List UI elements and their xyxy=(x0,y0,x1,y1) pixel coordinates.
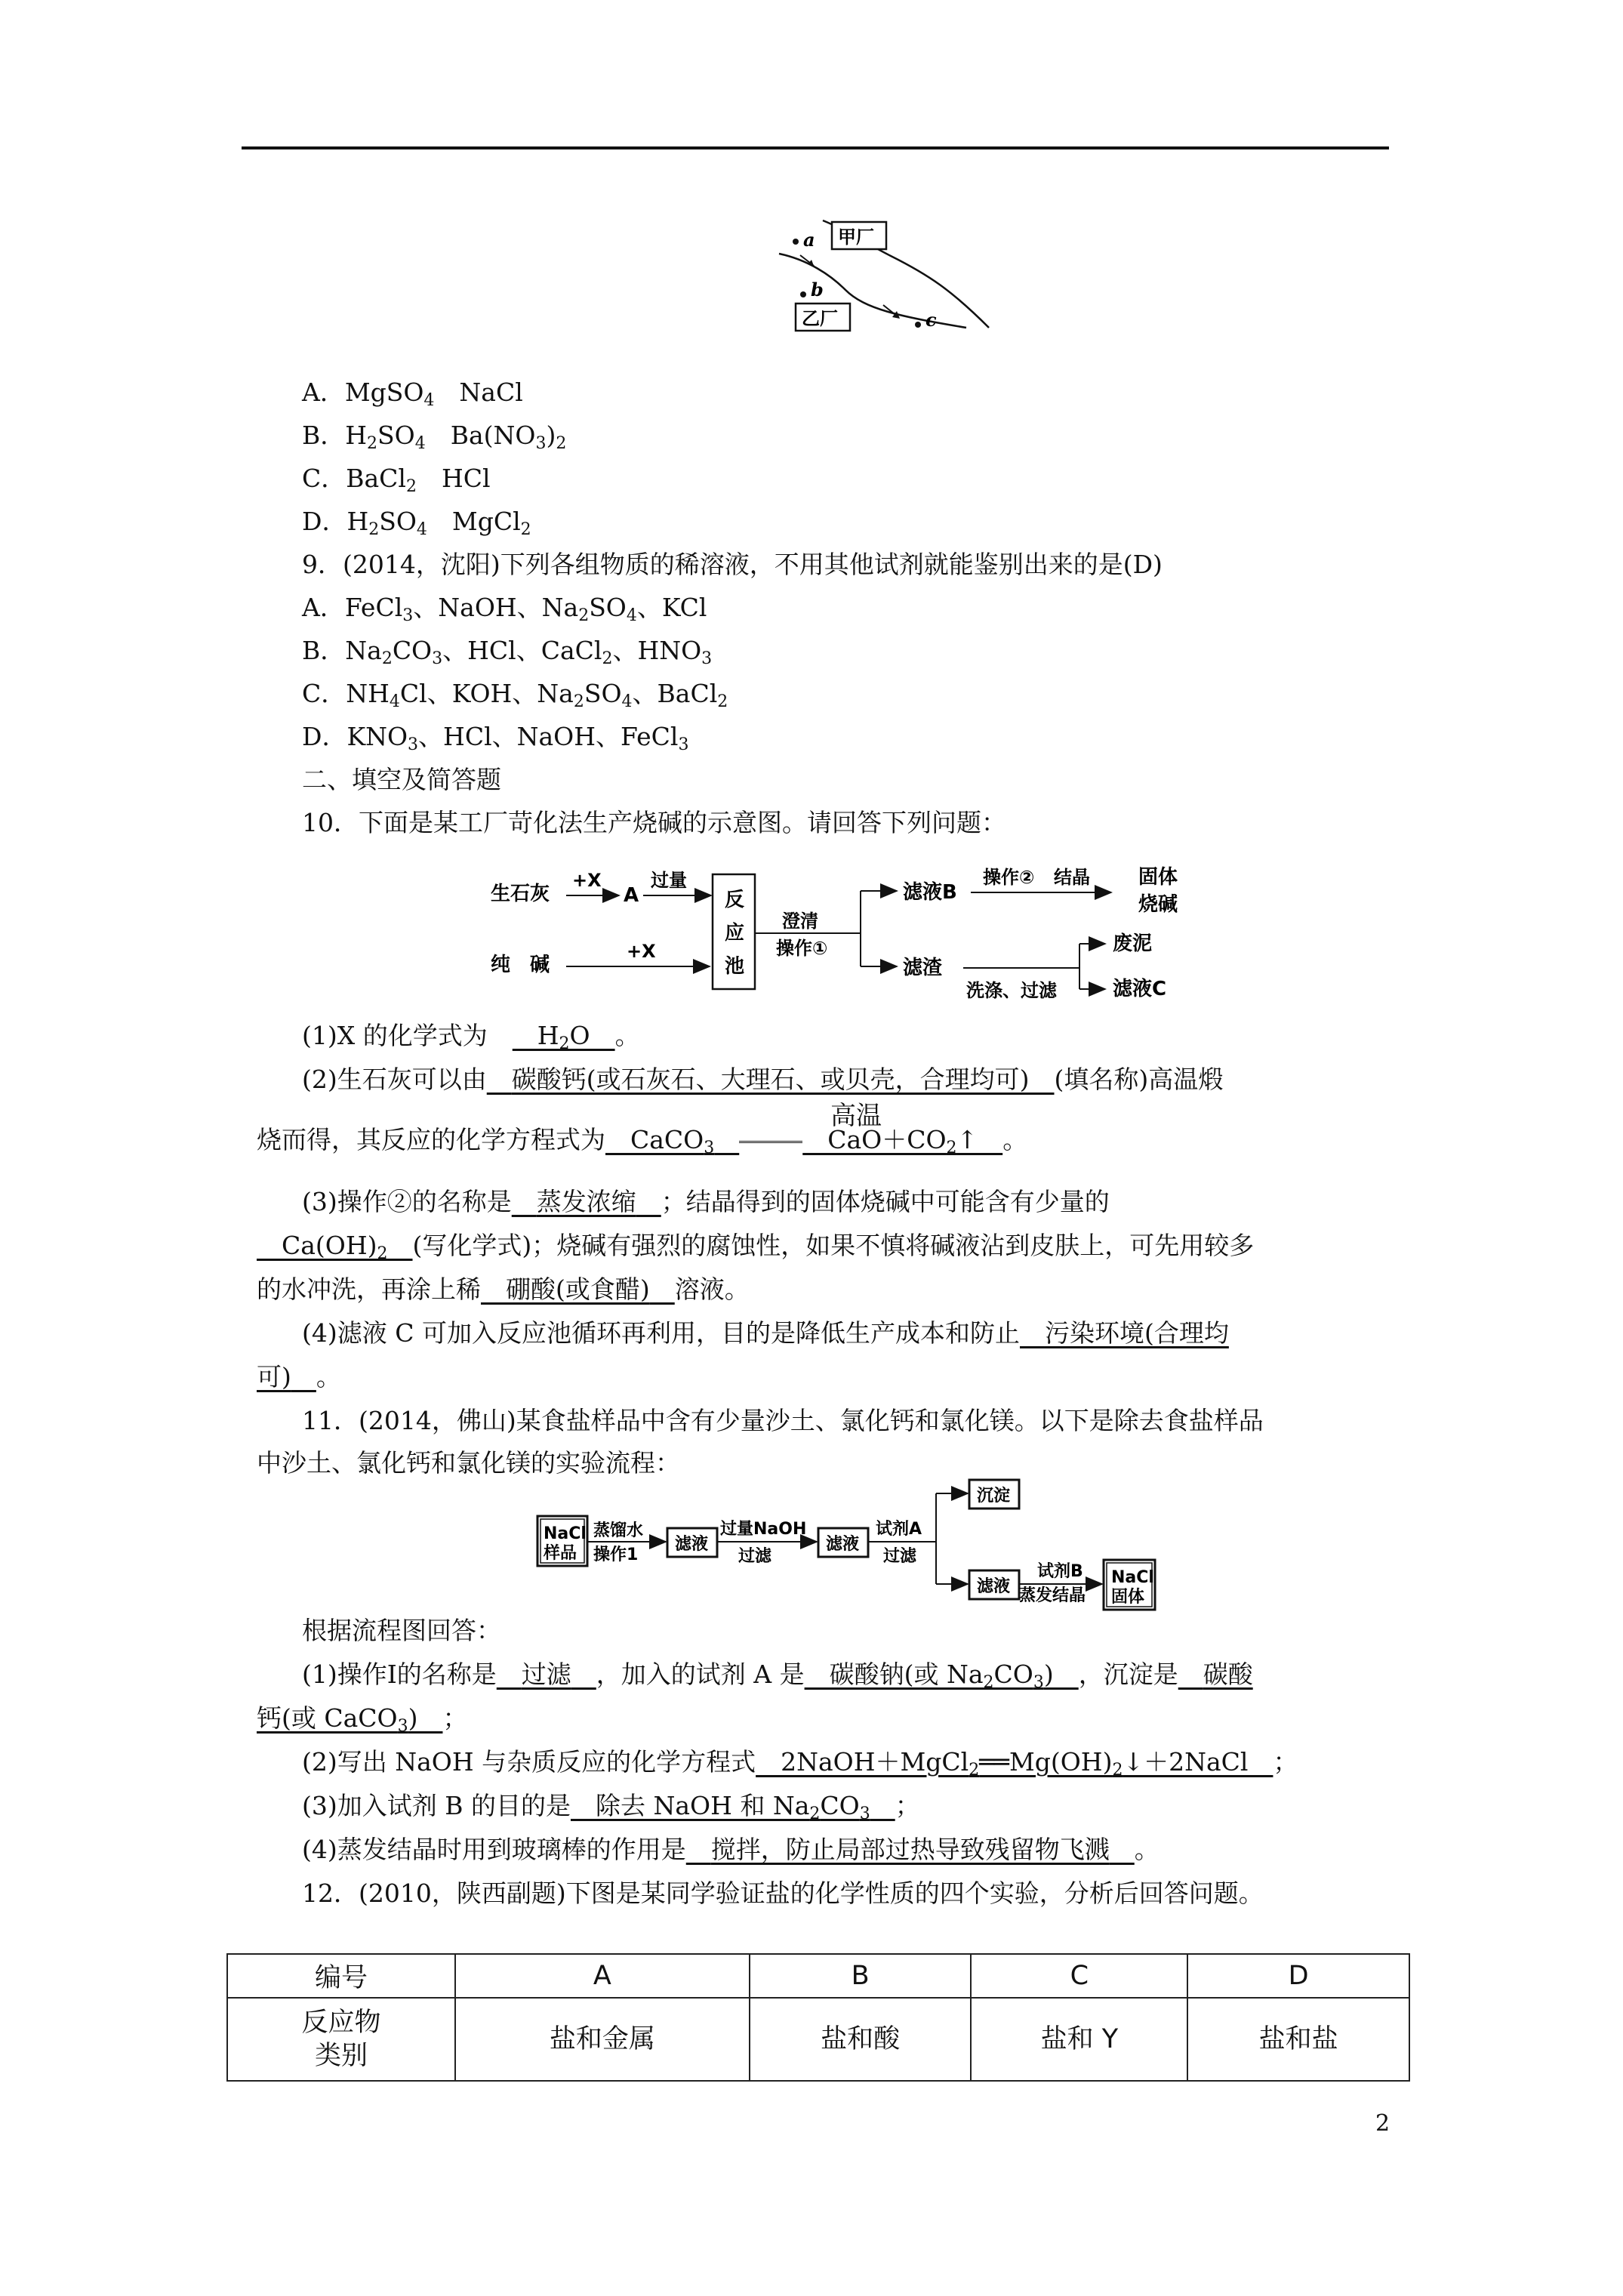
svg-text:滤液: 滤液 xyxy=(977,1577,1011,1596)
point-a: a xyxy=(803,229,815,251)
svg-text:烧碱: 烧碱 xyxy=(1138,893,1178,916)
svg-text:滤液C: 滤液C xyxy=(1113,978,1167,1000)
q11-part2: (2)写出 NaOH 与杂质反应的化学方程式 $2NaOH+MgCl_2══Mg(OH)_2↓+2NaCl$ ； xyxy=(302,1747,1298,1780)
table-cell: 盐和盐 xyxy=(1187,1998,1409,2081)
point-c: c xyxy=(925,309,937,331)
q9-option-d: D．$KNO_3$、HCl、NaOH、FeCl$_3$ xyxy=(302,722,689,754)
svg-text:过量NaOH: 过量NaOH xyxy=(720,1520,807,1539)
svg-text:洗涤、过滤: 洗涤、过滤 xyxy=(966,980,1057,1001)
svg-text:滤液: 滤液 xyxy=(675,1535,709,1554)
table-header-cell: B xyxy=(750,1954,972,1998)
svg-text:试剂B: 试剂B xyxy=(1037,1562,1083,1581)
q10-part3-line3: 的水冲洗，再涂上稀 硼酸(或食醋) 溶液。 xyxy=(257,1274,750,1304)
svg-text:过滤: 过滤 xyxy=(738,1547,772,1566)
q8-option-a: A．MgSO$_4$ NaCl xyxy=(302,378,523,410)
q11-flow-diagram xyxy=(531,1478,1181,1614)
q10-stem: 10．下面是某工厂苛化法生产烧碱的示意图。请回答下列问题： xyxy=(302,808,1006,837)
section-two-heading: 二、填空及简答题 xyxy=(302,765,501,794)
q10-part2-equation: 烧而得，其反应的化学方程式为 CaCO$_3$ $CaO+CO_2↑$ 。 xyxy=(257,1125,1028,1157)
svg-text:固体: 固体 xyxy=(1111,1588,1145,1607)
q11-part4: (4)蒸发结晶时用到玻璃棒的作用是 搅拌，防止局部过热导致残留物飞溅 。 xyxy=(302,1835,1160,1864)
q9-stem: 9．(2014，沈阳)下列各组物质的稀溶液，不用其他试剂就能鉴别出来的是(D) xyxy=(302,550,1163,579)
svg-text:NaCl: NaCl xyxy=(544,1524,587,1543)
svg-text:澄清: 澄清 xyxy=(782,911,818,932)
q8-option-b: B．$H_2SO_4$ $Ba(NO_3)_2$ xyxy=(302,421,567,453)
svg-text:操作1: 操作1 xyxy=(593,1546,639,1564)
svg-text:滤液: 滤液 xyxy=(826,1535,860,1554)
q11-stem-line2: 中沙土、氯化钙和氯化镁的实验流程： xyxy=(257,1448,680,1478)
svg-text:+X: +X xyxy=(627,941,656,962)
svg-text:反: 反 xyxy=(725,889,745,911)
q9-option-c: C．$NH_4Cl$、KOH、$Na_2SO_4$、BaCl$_2$ xyxy=(302,679,728,711)
svg-text:固体: 固体 xyxy=(1138,866,1178,889)
q10-flow-diagram xyxy=(483,861,1208,1004)
header-rule xyxy=(242,146,1389,149)
factory-jia-label: 甲厂 xyxy=(838,227,874,248)
q10-part3: (3)操作②的名称是 蒸发浓缩 ；结晶得到的固体烧碱中可能含有少量的 xyxy=(302,1187,1110,1216)
q10-part4: (4)滤液 C 可加入反应池循环再利用，目的是降低生产成本和防止 污染环境(合理均 xyxy=(302,1318,1229,1348)
q10-part4-line2: 可) 。 xyxy=(257,1362,341,1391)
svg-text:纯 碱: 纯 碱 xyxy=(491,954,550,976)
factory-yi-label: 乙厂 xyxy=(802,308,838,329)
q11-intro: 根据流程图回答： xyxy=(302,1616,501,1645)
svg-text:过量: 过量 xyxy=(651,870,687,891)
q12-table xyxy=(226,1953,1410,2082)
svg-text:操作①: 操作① xyxy=(776,938,828,959)
q10-part3-line2: $Ca(OH)_2$ (写化学式)；烧碱有强烈的腐蚀性，如果不慎将碱液沾到皮肤上，可先用较多 xyxy=(257,1231,1255,1263)
svg-text:蒸馏水: 蒸馏水 xyxy=(593,1521,644,1540)
table-header-cell: A xyxy=(455,1954,750,1998)
svg-text:池: 池 xyxy=(725,955,745,978)
svg-text:滤渣: 滤渣 xyxy=(903,957,943,979)
svg-text:A: A xyxy=(624,884,639,907)
svg-text:+X: +X xyxy=(572,870,602,891)
svg-text:滤液B: 滤液B xyxy=(903,881,957,904)
table-cell: 盐和酸 xyxy=(750,1998,972,2081)
q9-option-a: A．FeCl$_3$、NaOH、$Na_2SO_4$、KCl xyxy=(302,593,707,625)
q11-part1: (1)操作Ⅰ的名称是 过滤 ，加入的试剂 A 是 碳酸钠(或 $Na_2CO_3$) ，沉淀是 碳酸 xyxy=(302,1660,1253,1692)
table-header-cell: C xyxy=(971,1954,1187,1998)
table-header-cell: D xyxy=(1187,1954,1409,1998)
q8-option-d: D．$H_2SO_4$ MgCl$_2$ xyxy=(302,507,531,539)
svg-text:样品: 样品 xyxy=(544,1544,577,1563)
q10-condition: 高温 xyxy=(830,1101,882,1131)
q11-stem-line1: 11．(2014，佛山)某食盐样品中含有少量沙土、氯化钙和氯化镁。以下是除去食盐样品 xyxy=(302,1406,1264,1435)
q9-option-b: B．$Na_2CO_3$、HCl、CaCl$_2$、$HNO_3$ xyxy=(302,636,713,668)
svg-text:过滤: 过滤 xyxy=(883,1547,917,1566)
svg-text:操作②: 操作② xyxy=(983,867,1035,888)
q10-part1: (1)X 的化学式为 $H_2O$ 。 xyxy=(302,1021,640,1053)
svg-text:废泥: 废泥 xyxy=(1113,932,1153,955)
table-row-label: 反应物 类别 xyxy=(227,1998,455,2081)
table-cell: 盐和 Y xyxy=(971,1998,1187,2081)
svg-text:蒸发结晶: 蒸发结晶 xyxy=(1019,1586,1086,1605)
q11-part3: (3)加入试剂 B 的目的是 除去 NaOH 和 $Na_2CO_3$ ； xyxy=(302,1791,920,1823)
point-b: b xyxy=(811,279,824,300)
page-number: 2 xyxy=(1375,2110,1390,2137)
q8-option-c: C．BaCl$_2$ HCl xyxy=(302,464,491,496)
river-factory-diagram xyxy=(778,214,1004,350)
svg-text:生石灰: 生石灰 xyxy=(491,883,550,905)
svg-text:沉淀: 沉淀 xyxy=(977,1487,1011,1505)
table-header-cell: 编号 xyxy=(227,1954,455,1998)
svg-text:试剂A: 试剂A xyxy=(876,1520,922,1539)
table-cell: 盐和金属 xyxy=(455,1998,750,2081)
svg-text:结晶: 结晶 xyxy=(1054,867,1090,888)
q12-stem: 12．(2010，陕西副题)下图是某同学验证盐的化学性质的四个实验，分析后回答问题。 xyxy=(302,1878,1264,1908)
svg-text:应: 应 xyxy=(725,922,745,945)
svg-text:NaCl: NaCl xyxy=(1111,1568,1154,1587)
q11-part1-line2: 钙(或 CaCO$_3$) ； xyxy=(257,1703,468,1736)
q10-part2: (2)生石灰可以由 碳酸钙(或石灰石、大理石、或贝壳，合理均可) (填名称)高温煅 xyxy=(302,1065,1224,1094)
